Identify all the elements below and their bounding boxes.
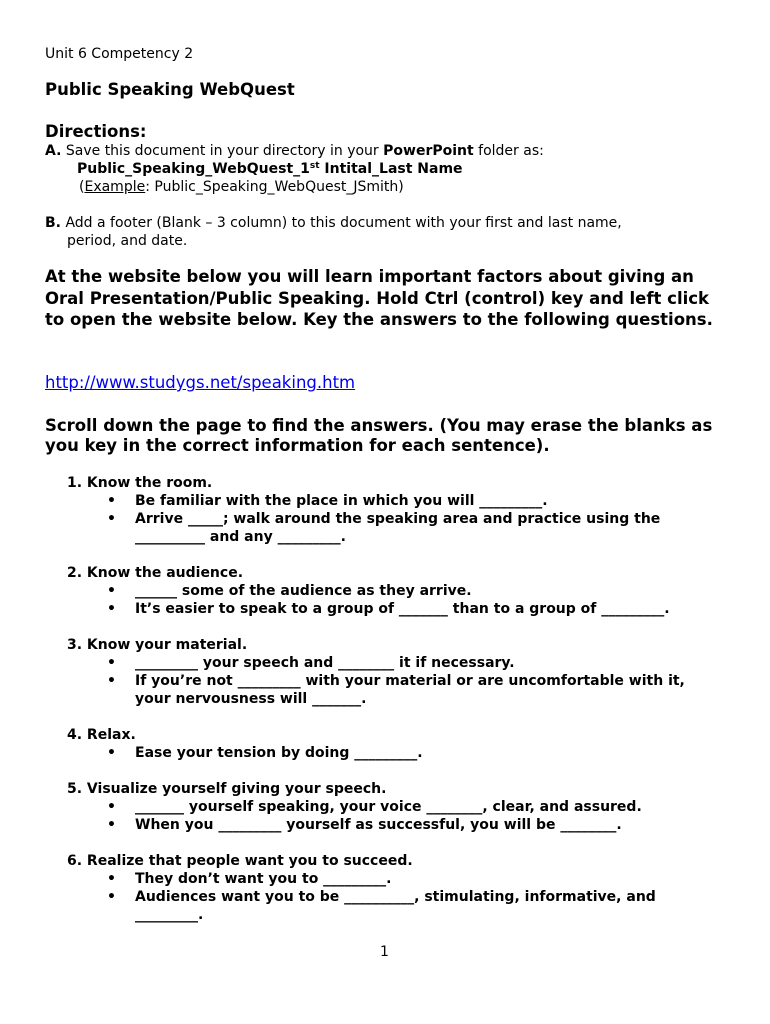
question-heading: 1. Know the room. xyxy=(67,475,213,491)
direction-a-text-bold: PowerPoint xyxy=(383,143,474,159)
question-item: Arrive _____; walk around the speaking area and practice using the __________ and any _________. xyxy=(135,511,661,545)
filename-post: Intital_Last Name xyxy=(319,161,463,177)
bullet-icon: • xyxy=(107,601,116,617)
question-item: They don’t want you to _________. xyxy=(135,871,392,887)
filename-sup: st xyxy=(309,161,320,171)
bullet-icon: • xyxy=(107,673,116,689)
question-item: _______ yourself speaking, your voice ________, clear, and assured. xyxy=(135,799,642,815)
directions-heading: Directions: xyxy=(45,122,147,141)
question-item: It’s easier to speak to a group of _______ than to a group of _________. xyxy=(135,601,670,617)
question-heading: 4. Relax. xyxy=(67,727,136,743)
scroll-instructions: Scroll down the page to find the answers. (You may erase the blanks as you key in the correct information for each sentence). xyxy=(45,416,713,455)
filename-pre: Public_Speaking_WebQuest_1 xyxy=(77,161,310,177)
intro-paragraph: At the website below you will learn important factors about giving an Oral Presentation/Public Speaking. Hold Ctrl (control) key and left click to open the website below. Key the answers to the following questions. xyxy=(45,267,713,329)
bullet-icon: • xyxy=(107,817,116,833)
direction-a-text-post: folder as: xyxy=(473,143,544,159)
bullet-icon: • xyxy=(107,745,116,761)
question-item: Ease your tension by doing _________. xyxy=(135,745,423,761)
question-heading: 5. Visualize yourself giving your speech. xyxy=(67,781,387,797)
bullet-icon: • xyxy=(107,655,116,671)
direction-b-line1: Add a footer (Blank – 3 column) to this document with your first and last name, xyxy=(65,215,622,231)
example-text: : Public_Speaking_WebQuest_JSmith) xyxy=(145,179,404,195)
example-label: Example xyxy=(84,179,146,195)
bullet-icon: • xyxy=(107,889,116,905)
example-open: ( xyxy=(79,179,85,195)
filename-line xyxy=(77,161,463,177)
bullet-icon: • xyxy=(107,871,116,887)
question-heading: 2. Know the audience. xyxy=(67,565,244,581)
direction-b-letter: B. xyxy=(45,215,61,231)
unit-label: Unit 6 Competency 2 xyxy=(45,46,194,62)
question-heading: 3. Know your material. xyxy=(67,637,248,653)
page-number: 1 xyxy=(380,944,389,960)
bullet-icon: • xyxy=(107,511,116,527)
direction-a-letter: A. xyxy=(45,143,62,159)
question-heading: 6. Realize that people want you to succeed. xyxy=(67,853,413,869)
question-item: Audiences want you to be __________, stimulating, informative, and _________. xyxy=(135,889,656,923)
question-item: _________ your speech and ________ it if necessary. xyxy=(135,655,515,671)
direction-b-line2: period, and date. xyxy=(67,233,188,249)
bullet-icon: • xyxy=(107,799,116,815)
question-item: When you _________ yourself as successful, you will be ________. xyxy=(135,817,622,833)
example-line xyxy=(79,179,404,195)
question-item: ______ some of the audience as they arrive. xyxy=(135,583,472,599)
direction-a-text-pre: Save this document in your directory in your xyxy=(65,143,384,159)
question-item: Be familiar with the place in which you will _________. xyxy=(135,493,548,509)
question-item: If you’re not _________ with your material or are uncomfortable with it, your nervousness will _______. xyxy=(135,673,685,707)
website-link[interactable]: http://www.studygs.net/speaking.htm xyxy=(45,373,356,392)
direction-b xyxy=(45,215,622,231)
bullet-icon: • xyxy=(107,493,116,509)
bullet-icon: • xyxy=(107,583,116,599)
document-title: Public Speaking WebQuest xyxy=(45,80,295,99)
direction-a xyxy=(45,143,544,159)
